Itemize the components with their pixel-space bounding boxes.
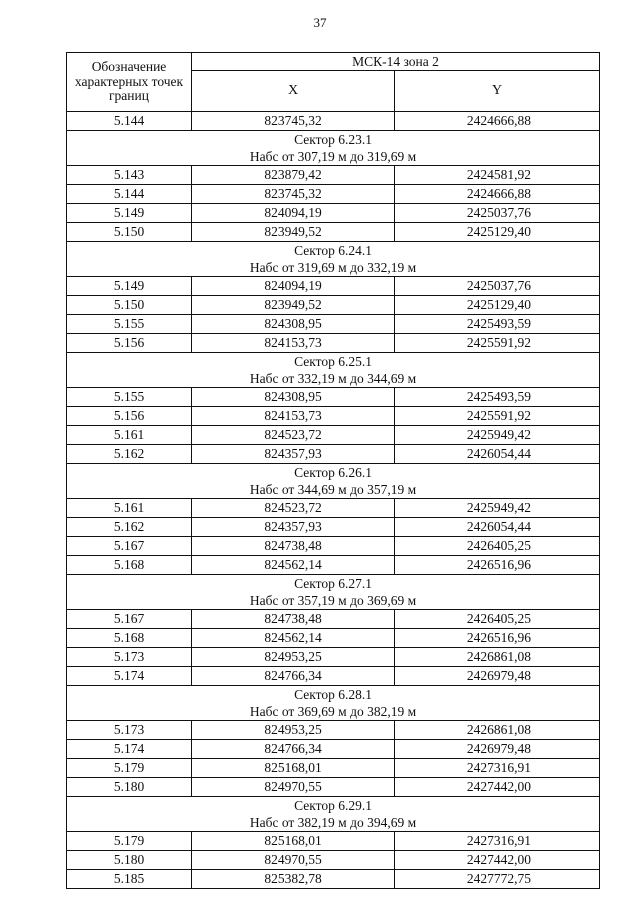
sector-range-row <box>67 148 600 166</box>
x-coordinate-cell: 824357,93 <box>192 445 395 464</box>
table-row <box>67 223 600 242</box>
point-id-cell: 5.179 <box>67 832 192 851</box>
point-id-cell: 5.155 <box>67 388 192 407</box>
y-coordinate-cell: 2427772,75 <box>395 870 600 889</box>
table-row <box>67 334 600 353</box>
x-coordinate-cell: 824153,73 <box>192 407 395 426</box>
x-coordinate-cell: 823949,52 <box>192 223 395 242</box>
x-coordinate-cell: 824523,72 <box>192 426 395 445</box>
sector-height-range: Набс от 382,19 м до 394,69 м <box>67 814 600 832</box>
y-coordinate-cell: 2425591,92 <box>395 407 600 426</box>
point-id-cell: 5.162 <box>67 518 192 537</box>
sector-title: Сектор 6.23.1 <box>67 131 600 149</box>
point-id-cell: 5.173 <box>67 721 192 740</box>
table-row <box>67 629 600 648</box>
sector-height-range: Набс от 369,69 м до 382,19 м <box>67 703 600 721</box>
y-coordinate-cell: 2426979,48 <box>395 667 600 686</box>
x-coordinate-cell: 824738,48 <box>192 610 395 629</box>
point-id-cell: 5.144 <box>67 112 192 131</box>
point-id-cell: 5.161 <box>67 426 192 445</box>
sector-height-range: Набс от 332,19 м до 344,69 м <box>67 370 600 388</box>
x-coordinate-cell: 825168,01 <box>192 759 395 778</box>
point-id-cell: 5.155 <box>67 315 192 334</box>
x-coordinate-cell: 825168,01 <box>192 832 395 851</box>
x-coordinate-cell: 824562,14 <box>192 556 395 575</box>
y-coordinate-cell: 2426861,08 <box>395 648 600 667</box>
x-coordinate-cell: 824970,55 <box>192 851 395 870</box>
x-coordinate-cell: 824562,14 <box>192 629 395 648</box>
point-id-cell: 5.156 <box>67 407 192 426</box>
y-coordinate-cell: 2424581,92 <box>395 166 600 185</box>
point-id-cell: 5.174 <box>67 740 192 759</box>
table-row <box>67 832 600 851</box>
y-coordinate-cell: 2425037,76 <box>395 277 600 296</box>
y-coordinate-cell: 2426516,96 <box>395 629 600 648</box>
table-row <box>67 759 600 778</box>
table-row <box>67 499 600 518</box>
point-id-cell: 5.143 <box>67 166 192 185</box>
y-coordinate-cell: 2425129,40 <box>395 223 600 242</box>
y-coordinate-cell: 2425949,42 <box>395 499 600 518</box>
table-body <box>67 112 600 889</box>
table-row <box>67 721 600 740</box>
sector-height-range: Набс от 319,69 м до 332,19 м <box>67 259 600 277</box>
point-id-cell: 5.168 <box>67 556 192 575</box>
sector-title: Сектор 6.27.1 <box>67 575 600 593</box>
point-id-cell: 5.173 <box>67 648 192 667</box>
x-coordinate-cell: 824953,25 <box>192 721 395 740</box>
sector-range-row <box>67 370 600 388</box>
y-coordinate-cell: 2426054,44 <box>395 445 600 464</box>
header-y: Y <box>395 71 600 112</box>
x-coordinate-cell: 824970,55 <box>192 778 395 797</box>
point-id-cell: 5.161 <box>67 499 192 518</box>
table-row <box>67 277 600 296</box>
x-coordinate-cell: 824308,95 <box>192 388 395 407</box>
table-row <box>67 407 600 426</box>
y-coordinate-cell: 2425493,59 <box>395 388 600 407</box>
y-coordinate-cell: 2424666,88 <box>395 112 600 131</box>
sector-range-row <box>67 814 600 832</box>
point-id-cell: 5.174 <box>67 667 192 686</box>
table-row <box>67 388 600 407</box>
point-id-cell: 5.179 <box>67 759 192 778</box>
table-row <box>67 778 600 797</box>
table-row <box>67 537 600 556</box>
y-coordinate-cell: 2426979,48 <box>395 740 600 759</box>
x-coordinate-cell: 824766,34 <box>192 667 395 686</box>
x-coordinate-cell: 824766,34 <box>192 740 395 759</box>
y-coordinate-cell: 2426861,08 <box>395 721 600 740</box>
y-coordinate-cell: 2424666,88 <box>395 185 600 204</box>
sector-title-row <box>67 797 600 815</box>
point-id-cell: 5.180 <box>67 778 192 797</box>
y-coordinate-cell: 2425591,92 <box>395 334 600 353</box>
sector-range-row <box>67 703 600 721</box>
table-row <box>67 851 600 870</box>
point-id-cell: 5.149 <box>67 277 192 296</box>
sector-title: Сектор 6.28.1 <box>67 686 600 704</box>
sector-range-row <box>67 259 600 277</box>
x-coordinate-cell: 823949,52 <box>192 296 395 315</box>
y-coordinate-cell: 2427442,00 <box>395 851 600 870</box>
x-coordinate-cell: 823745,32 <box>192 185 395 204</box>
y-coordinate-cell: 2427316,91 <box>395 832 600 851</box>
x-coordinate-cell: 824094,19 <box>192 204 395 223</box>
table-row <box>67 185 600 204</box>
x-coordinate-cell: 824738,48 <box>192 537 395 556</box>
sector-title: Сектор 6.25.1 <box>67 353 600 371</box>
sector-height-range: Набс от 307,19 м до 319,69 м <box>67 148 600 166</box>
header-coordinate-system: МСК-14 зона 2 <box>192 53 600 71</box>
sector-title: Сектор 6.26.1 <box>67 464 600 482</box>
point-id-cell: 5.180 <box>67 851 192 870</box>
point-id-cell: 5.149 <box>67 204 192 223</box>
point-id-cell: 5.144 <box>67 185 192 204</box>
sector-title: Сектор 6.29.1 <box>67 797 600 815</box>
x-coordinate-cell: 824153,73 <box>192 334 395 353</box>
point-id-cell: 5.185 <box>67 870 192 889</box>
table-row <box>67 445 600 464</box>
y-coordinate-cell: 2426405,25 <box>395 610 600 629</box>
sector-title: Сектор 6.24.1 <box>67 242 600 260</box>
x-coordinate-cell: 824094,19 <box>192 277 395 296</box>
point-id-cell: 5.150 <box>67 223 192 242</box>
y-coordinate-cell: 2427442,00 <box>395 778 600 797</box>
sector-range-row <box>67 481 600 499</box>
header-points-designation: Обозначение характерных точек границ <box>67 53 192 112</box>
sector-height-range: Набс от 344,69 м до 357,19 м <box>67 481 600 499</box>
y-coordinate-cell: 2425493,59 <box>395 315 600 334</box>
point-id-cell: 5.162 <box>67 445 192 464</box>
x-coordinate-cell: 824308,95 <box>192 315 395 334</box>
y-coordinate-cell: 2425129,40 <box>395 296 600 315</box>
table-row <box>67 112 600 131</box>
table-row <box>67 556 600 575</box>
sector-height-range: Набс от 357,19 м до 369,69 м <box>67 592 600 610</box>
sector-title-row <box>67 353 600 371</box>
table-row <box>67 648 600 667</box>
sector-range-row <box>67 592 600 610</box>
table-row <box>67 610 600 629</box>
header-x: X <box>192 71 395 112</box>
table-row <box>67 518 600 537</box>
y-coordinate-cell: 2426405,25 <box>395 537 600 556</box>
table-row <box>67 870 600 889</box>
table-row <box>67 667 600 686</box>
point-id-cell: 5.167 <box>67 537 192 556</box>
y-coordinate-cell: 2426516,96 <box>395 556 600 575</box>
table-row <box>67 204 600 223</box>
y-coordinate-cell: 2425037,76 <box>395 204 600 223</box>
point-id-cell: 5.167 <box>67 610 192 629</box>
page-number: 37 <box>313 15 327 30</box>
x-coordinate-cell: 823745,32 <box>192 112 395 131</box>
y-coordinate-cell: 2425949,42 <box>395 426 600 445</box>
x-coordinate-cell: 824357,93 <box>192 518 395 537</box>
point-id-cell: 5.156 <box>67 334 192 353</box>
y-coordinate-cell: 2426054,44 <box>395 518 600 537</box>
x-coordinate-cell: 823879,42 <box>192 166 395 185</box>
sector-title-row <box>67 464 600 482</box>
point-id-cell: 5.150 <box>67 296 192 315</box>
sector-title-row <box>67 131 600 149</box>
table-row <box>67 315 600 334</box>
sector-title-row <box>67 242 600 260</box>
table-row <box>67 426 600 445</box>
x-coordinate-cell: 824953,25 <box>192 648 395 667</box>
y-coordinate-cell: 2427316,91 <box>395 759 600 778</box>
table-row <box>67 166 600 185</box>
table-row <box>67 296 600 315</box>
x-coordinate-cell: 825382,78 <box>192 870 395 889</box>
point-id-cell: 5.168 <box>67 629 192 648</box>
table-row <box>67 740 600 759</box>
x-coordinate-cell: 824523,72 <box>192 499 395 518</box>
sector-title-row <box>67 686 600 704</box>
coordinates-table <box>66 52 600 889</box>
sector-title-row <box>67 575 600 593</box>
